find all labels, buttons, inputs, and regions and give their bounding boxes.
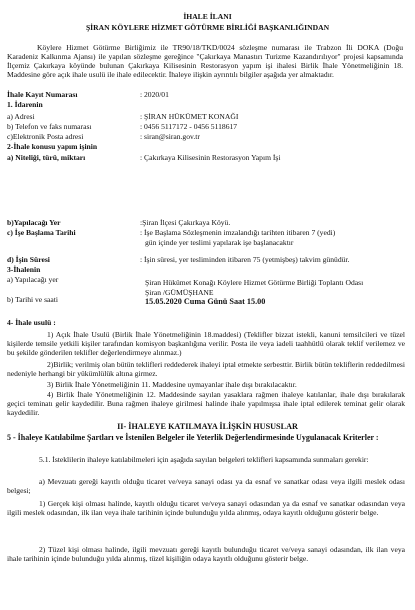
eposta-value: : siran@siran.gov.tr bbox=[140, 132, 200, 141]
paragraph-5-1: 5.1. İsteklilerin ihaleye katılabilmeleri için aşağıda sayılan belgeleri teklifleri kapsamında sunmaları gerekir: bbox=[39, 455, 369, 464]
section2-subheading: 5 - İhaleye Katılabilme Şartları ve İstenilen Belgeler ile Yeterlik Değerlendirmesinde Uygulanacak Kriterler : bbox=[7, 433, 379, 442]
ihale-yer-label: a) Yapılacağı yer bbox=[7, 275, 59, 284]
usul-heading: 4- İhale usulü : bbox=[7, 318, 56, 327]
idare-label: 1. İdarenin bbox=[7, 100, 43, 109]
intro-paragraph: Köylere Hizmet Götürme Birliğimiz ile TR90/18/TKD/0024 sözleşme numarası ile Trabzon İli DOKA (Doğu Karadeniz Kalkınma Ajansı) ile yapılan sözleşme gereğince "Çakırkaya Manastırı Turizme Kazandırılıyor" projesi kapsamında İlçemiz Çakırkaya köyünde bulunan Çakırkaya Kilisesinin Restorasyon yapım işi ihalesi Birlik İhale Yönetmeliğinin 18. Maddesine göre açık ihale usulü ile ihale edilecektir. İhaleye ilişkin ayrıntılı bilgiler aşağıda yer almaktadır. bbox=[7, 43, 403, 79]
paragraph-a: a) Mevzuatı gereği kayıtlı olduğu ticaret ve/veya sanayi odası ya da esnaf ve sanatkar odası veya ilgili meslek odası belgesi; bbox=[7, 477, 405, 495]
eposta-label: c)Elektronik Posta adresi bbox=[7, 132, 84, 141]
tarih-label: b) Tarihi ve saati bbox=[7, 295, 58, 304]
yer-value: :Şiran İlçesi Çakırkaya Köyü. bbox=[140, 218, 231, 227]
ihale-yer-value-1: Şiran Hükümet Konağı Köylere Hizmet Götürme Birliği Toplantı Odası bbox=[145, 278, 364, 287]
yer-label: b)Yapılacağı Yer bbox=[7, 218, 61, 227]
paragraph-a-1: 1) Gerçek kişi olması halinde, kayıtlı olduğu ticaret ve/veya sanayi odasından ya da esnaf ve sanatkar odasından veya ilgili meslek odasından, ilk ilan veya ihale tarihinin içinde bulunduğu yılda alınmış, odaya kayıtlı olduğunu gösterir belge. bbox=[7, 499, 405, 517]
section2-heading: II- İHALEYE KATILMAYA İLİŞKİN HUSUSLAR bbox=[117, 422, 298, 431]
nitelik-value: : Çakırkaya Kilisesinin Restorasyon Yapım İşi bbox=[140, 153, 281, 162]
telefon-value: : 0456 5117172 - 0456 5118617 bbox=[140, 122, 238, 131]
baslama-label: c) İşe Başlama Tarihi bbox=[7, 228, 76, 237]
usul-paragraph-3: 3) Birlik İhale Yönetmeliğinin 11. Maddesine uymayanlar ihale dışı bırakılacaktır. bbox=[47, 380, 297, 389]
paragraph-a-2: 2) Tüzel kişi olması halinde, ilgili mevzuatı gereği kayıtlı bulunduğu ticaret ve/veya sanayi odasından, ilk ilan veya ihale tarihinin içinde bulunduğu yılda alınmış, tüzel kişiliğin odaya kayıtlı olduğunu gösterir belge. bbox=[7, 545, 405, 563]
kayit-label: İhale Kayıt Numarası bbox=[7, 90, 78, 99]
notice-subtitle: ŞİRAN KÖYLERE HİZMET GÖTÜRME BİRLİĞİ BAŞKANLIĞINDAN bbox=[85, 23, 330, 32]
adres-value: : ŞİRAN HÜKÜMET KONAĞI bbox=[140, 112, 239, 121]
nitelik-label: a) Niteliği, türü, miktarı bbox=[7, 153, 86, 162]
usul-paragraph-1: 1) Açık İhale Usulü (Birlik İhale Yönetmeliğinin 18.maddesi) (Teklifler bizzat istekli, kanuni temsilcileri ve tüzel kişilerde temsile yetkili kişiler tarafından komisyon başkanlığına verilir. Posta ile veya iadeli taahhütlü olarak teklif verilemez ve bu şekilde gönderilen teklifler değerlendirmeye alınmaz.) bbox=[7, 330, 405, 357]
ihalenin-label: 3-İhalenin bbox=[7, 265, 41, 274]
notice-title: İHALE İLANI bbox=[183, 12, 232, 21]
sure-value: : İşin süresi, yer tesliminden itibaren 75 (yetmişbeş) takvim günüdür. bbox=[140, 255, 350, 264]
tarih-value: 15.05.2020 Cuma Günü Saat 15.00 bbox=[145, 297, 266, 306]
sure-label: d) İşin Süresi bbox=[7, 255, 50, 264]
adres-label: a) Adresi bbox=[7, 112, 35, 121]
baslama-value-2: gün içinde yer teslimi yapılarak işe başlanacaktır bbox=[145, 238, 294, 247]
ihale-yer-value-2: Şiran /GÜMÜŞHANE bbox=[145, 288, 214, 297]
usul-paragraph-4: 4) Birlik İhale Yönetmeliğinin 12. Maddesinde sayılan yasaklara rağmen ihaleye katılanlar, ihale dışı bırakılarak geçici teminatı gelir kaydedilir. Buna rağmen ihaleye girilmesi halinde ihale yapılmışsa ihale iptal edilerek teminat gelir olarak kaydedilir. bbox=[7, 390, 405, 417]
baslama-value-1: : İşe Başlama Sözleşmenin imzalandığı tarihten itibaren 7 (yedi) bbox=[140, 228, 336, 237]
usul-paragraph-2: 2)Birlik; verilmiş olan bütün teklifleri reddederek ihaleyi iptal etmekte serbesttir. Birlik bütün tekliflerin reddedilmesi nedeniyle herhangi bir yükümlülük altına girmez. bbox=[7, 360, 405, 378]
konu-label: 2-İhale konusu yapım işinin bbox=[7, 142, 98, 151]
kayit-value: : 2020/01 bbox=[140, 90, 169, 99]
telefon-label: b) Telefon ve faks numarası bbox=[7, 122, 92, 131]
